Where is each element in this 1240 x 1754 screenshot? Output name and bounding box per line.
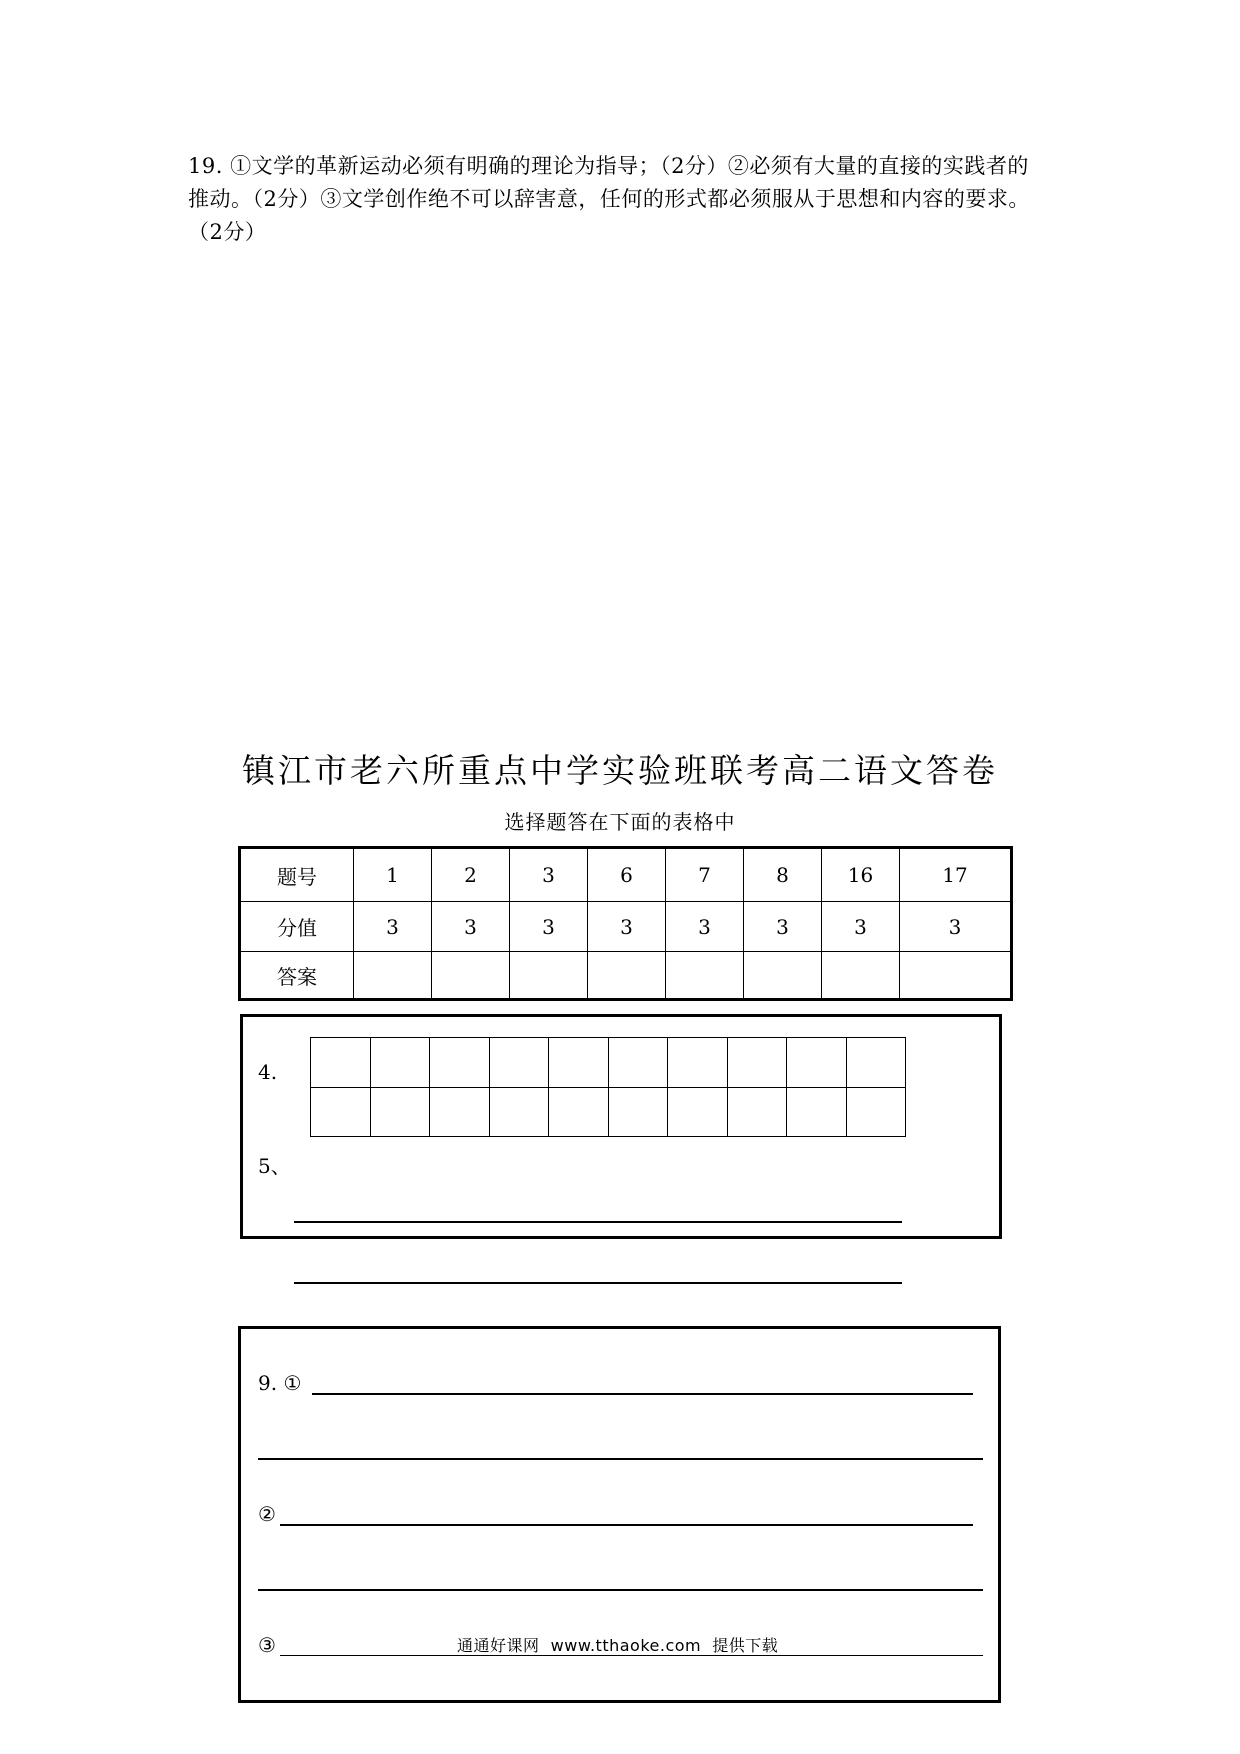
grid-cell[interactable]: [311, 1038, 371, 1088]
row-label-answer: 答案: [240, 952, 354, 1000]
point-value: 3: [744, 902, 822, 952]
q9-1-answer-line[interactable]: [312, 1393, 973, 1395]
question-number: 1: [354, 848, 432, 902]
q5-answer-line[interactable]: [294, 1221, 902, 1223]
q9-1-answer-line-2[interactable]: [258, 1458, 983, 1460]
q19-line-1: 19. ①文学的革新运动必须有明确的理论为指导；（2分）②必须有大量的直接的实践者的: [188, 154, 1029, 178]
grid-cell[interactable]: [847, 1038, 907, 1088]
answer-cell[interactable]: [666, 952, 744, 1000]
point-value: 3: [822, 902, 900, 952]
q4-label: 4.: [258, 1060, 278, 1084]
point-value: 3: [510, 902, 588, 952]
page-title: 镇江市老六所重点中学实验班联考高二语文答卷: [242, 751, 998, 790]
grid-cell[interactable]: [490, 1088, 550, 1138]
point-value: 3: [666, 902, 744, 952]
answer-cell[interactable]: [822, 952, 900, 1000]
q9-circle-3: ③: [258, 1633, 276, 1657]
point-value: 3: [432, 902, 510, 952]
page-subtitle: 选择题答在下面的表格中: [504, 810, 736, 834]
point-value: 3: [900, 902, 1012, 952]
grid-cell[interactable]: [311, 1088, 371, 1138]
question-number: 3: [510, 848, 588, 902]
table-row-question-numbers: [240, 848, 1012, 902]
row-label-points: 分值: [240, 902, 354, 952]
grid-cell[interactable]: [787, 1088, 847, 1138]
question-number: 16: [822, 848, 900, 902]
point-value: 3: [354, 902, 432, 952]
answer-cell[interactable]: [744, 952, 822, 1000]
grid-cell[interactable]: [847, 1088, 907, 1138]
grid-cell[interactable]: [728, 1038, 788, 1088]
question-number: 17: [900, 848, 1012, 902]
grid-cell[interactable]: [609, 1038, 669, 1088]
answer-cell[interactable]: [510, 952, 588, 1000]
q9-2-answer-line-2[interactable]: [258, 1589, 983, 1591]
q19-line-2: 推动。（2分）③文学创作绝不可以辞害意，任何的形式都必须服从于思想和内容的要求。: [188, 187, 1030, 211]
q19-line-3: （2分）: [188, 220, 267, 244]
question-number: 7: [666, 848, 744, 902]
grid-cell[interactable]: [549, 1088, 609, 1138]
footer-watermark: 通通好课网 www.tthaoke.com 提供下载: [457, 1636, 779, 1655]
q5-label: 5、: [258, 1154, 291, 1178]
row-label-question: 题号: [240, 848, 354, 902]
grid-cell[interactable]: [609, 1088, 669, 1138]
answer-table: [238, 846, 1013, 1001]
answer-cell[interactable]: [588, 952, 666, 1000]
q9-circle-2: ②: [258, 1502, 276, 1526]
q5-answer-line-2[interactable]: [294, 1282, 902, 1284]
grid-cell[interactable]: [787, 1038, 847, 1088]
grid-cell[interactable]: [371, 1038, 431, 1088]
answer-cell[interactable]: [432, 952, 510, 1000]
q9-label: 9. ①: [258, 1371, 302, 1395]
grid-cell[interactable]: [549, 1038, 609, 1088]
question-number: 6: [588, 848, 666, 902]
table-row-answers: [240, 952, 1012, 1000]
grid-cell[interactable]: [430, 1038, 490, 1088]
q9-2-answer-line[interactable]: [280, 1524, 973, 1526]
q4-character-grid: [310, 1037, 906, 1137]
grid-cell[interactable]: [728, 1088, 788, 1138]
grid-cell[interactable]: [490, 1038, 550, 1088]
grid-cell[interactable]: [430, 1088, 490, 1138]
grid-cell[interactable]: [668, 1038, 728, 1088]
answer-cell[interactable]: [900, 952, 1012, 1000]
question-number: 8: [744, 848, 822, 902]
answer-cell[interactable]: [354, 952, 432, 1000]
question-19-answer: [188, 150, 1068, 249]
grid-cell[interactable]: [371, 1088, 431, 1138]
table-row-points: [240, 902, 1012, 952]
point-value: 3: [588, 902, 666, 952]
question-number: 2: [432, 848, 510, 902]
grid-cell[interactable]: [668, 1088, 728, 1138]
